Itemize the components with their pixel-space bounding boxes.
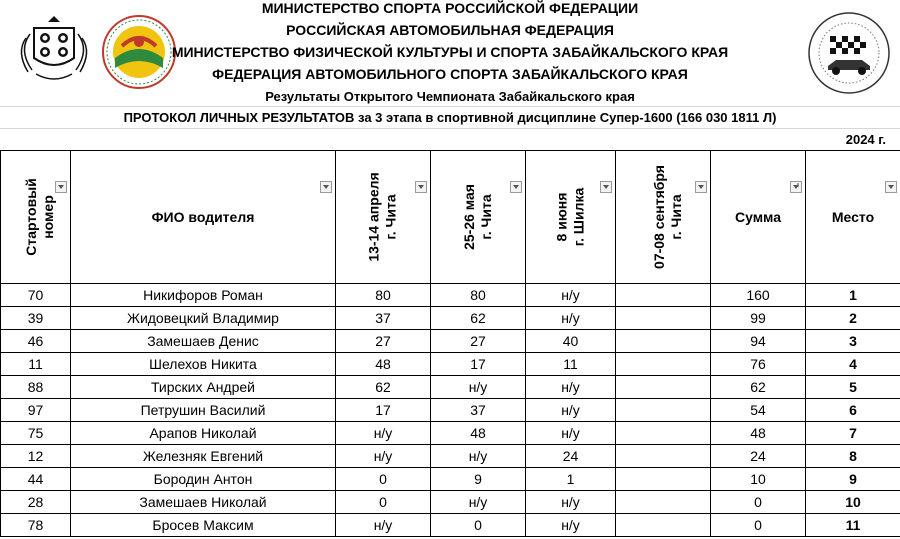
- cell-stage-4: [616, 491, 711, 514]
- cell-driver-name: Петрушин Василий: [71, 399, 336, 422]
- cell-place: 6: [806, 399, 900, 422]
- col-stage-2-date: 25-26 мая: [460, 184, 477, 250]
- divider: [0, 128, 900, 129]
- cell-stage-1: 0: [336, 468, 431, 491]
- cell-stage-2: н/у: [431, 445, 526, 468]
- table-row: [1, 491, 900, 514]
- cell-stage-4: [616, 399, 711, 422]
- cell-stage-4: [616, 284, 711, 307]
- sort-descending-icon[interactable]: [790, 181, 802, 193]
- cell-driver-name: Шелехов Никита: [71, 353, 336, 376]
- table-row: [1, 353, 900, 376]
- header-ministry-zabaikalsky: МИНИСТЕРСТВО ФИЗИЧЕСКОЙ КУЛЬТУРЫ И СПОРТА ЗАБАЙКАЛЬСКОГО КРАЯ: [171, 44, 729, 60]
- cell-stage-1: 80: [336, 284, 431, 307]
- filter-dropdown-icon[interactable]: [695, 181, 707, 193]
- cell-stage-2: 62: [431, 307, 526, 330]
- cell-sum: 24: [711, 445, 806, 468]
- cell-stage-4: [616, 445, 711, 468]
- cell-stage-2: 80: [431, 284, 526, 307]
- cell-stage-4: [616, 468, 711, 491]
- table-header-row: [1, 151, 900, 284]
- cell-sum: 10: [711, 468, 806, 491]
- cell-stage-3: н/у: [526, 491, 616, 514]
- col-driver-name-label: ФИО водителя: [151, 209, 255, 225]
- cell-stage-2: 9: [431, 468, 526, 491]
- cell-sum: 99: [711, 307, 806, 330]
- cell-stage-4: [616, 353, 711, 376]
- cell-sum: 76: [711, 353, 806, 376]
- cell-stage-2: н/у: [431, 376, 526, 399]
- cell-stage-3: н/у: [526, 284, 616, 307]
- cell-place: 11: [806, 514, 900, 537]
- cell-place: 1: [806, 284, 900, 307]
- cell-stage-3: 1: [526, 468, 616, 491]
- col-stage-4-city: г. Чита: [667, 194, 684, 240]
- cell-stage-1: н/у: [336, 514, 431, 537]
- results-title: Результаты Открытого Чемпионата Забайкальского края: [265, 89, 635, 104]
- cell-start-number: 78: [1, 514, 71, 537]
- cell-stage-1: 37: [336, 307, 431, 330]
- col-stage-3-city: г. Шилка: [570, 187, 587, 247]
- header-raf: РОССИЙСКАЯ АВТОМОБИЛЬНАЯ ФЕДЕРАЦИЯ: [286, 22, 614, 38]
- cell-start-number: 44: [1, 468, 71, 491]
- cell-driver-name: Замешаев Николай: [71, 491, 336, 514]
- cell-stage-1: 17: [336, 399, 431, 422]
- cell-sum: 54: [711, 399, 806, 422]
- header-federation-zabaikalsky: ФЕДЕРАЦИЯ АВТОМОБИЛЬНОГО СПОРТА ЗАБАЙКАЛЬСКОГО КРАЯ: [212, 66, 688, 82]
- cell-stage-1: 48: [336, 353, 431, 376]
- cell-stage-4: [616, 514, 711, 537]
- table-row: [1, 376, 900, 399]
- col-stage-2-city: г. Чита: [477, 194, 494, 240]
- cell-stage-2: 0: [431, 514, 526, 537]
- cell-stage-3: 40: [526, 330, 616, 353]
- cell-sum: 94: [711, 330, 806, 353]
- cell-stage-2: 27: [431, 330, 526, 353]
- cell-start-number: 70: [1, 284, 71, 307]
- cell-start-number: 39: [1, 307, 71, 330]
- cell-stage-2: 17: [431, 353, 526, 376]
- cell-stage-4: [616, 376, 711, 399]
- cell-sum: 62: [711, 376, 806, 399]
- table-row: [1, 514, 900, 537]
- cell-stage-1: н/у: [336, 445, 431, 468]
- cell-start-number: 75: [1, 422, 71, 445]
- col-stage-2: [431, 151, 526, 284]
- cell-place: 2: [806, 307, 900, 330]
- col-stage-3-date: 8 июня: [553, 192, 570, 242]
- cell-place: 3: [806, 330, 900, 353]
- cell-stage-1: н/у: [336, 422, 431, 445]
- results-table: [0, 150, 900, 537]
- cell-stage-4: [616, 422, 711, 445]
- cell-stage-3: 11: [526, 353, 616, 376]
- protocol-title: ПРОТОКОЛ ЛИЧНЫХ РЕЗУЛЬТАТОВ за 3 этапа в спортивной дисциплине Супер-1600 (166 030 1811 Л): [123, 110, 777, 125]
- col-start-number-label: Стартовый: [22, 178, 39, 256]
- filter-dropdown-icon[interactable]: [600, 181, 612, 193]
- table-row: [1, 468, 900, 491]
- col-stage-4-date: 07-08 сентября: [650, 165, 667, 269]
- cell-start-number: 12: [1, 445, 71, 468]
- year-label: 2024 г.: [845, 132, 886, 147]
- cell-place: 10: [806, 491, 900, 514]
- filter-dropdown-icon[interactable]: [320, 181, 332, 193]
- col-place: [806, 151, 900, 284]
- table-row: [1, 330, 900, 353]
- filter-dropdown-icon[interactable]: [55, 181, 67, 193]
- cell-driver-name: Никифоров Роман: [71, 284, 336, 307]
- filter-dropdown-icon[interactable]: [415, 181, 427, 193]
- cell-stage-4: [616, 307, 711, 330]
- cell-place: 8: [806, 445, 900, 468]
- table-row: [1, 307, 900, 330]
- cell-place: 5: [806, 376, 900, 399]
- cell-start-number: 28: [1, 491, 71, 514]
- table-row: [1, 445, 900, 468]
- cell-start-number: 46: [1, 330, 71, 353]
- cell-stage-4: [616, 330, 711, 353]
- table-row: [1, 284, 900, 307]
- cell-stage-3: н/у: [526, 307, 616, 330]
- cell-driver-name: Бородин Антон: [71, 468, 336, 491]
- cell-place: 9: [806, 468, 900, 491]
- col-stage-1-date: 13-14 апреля: [366, 172, 382, 262]
- table-row: [1, 399, 900, 422]
- divider: [0, 106, 900, 107]
- cell-stage-3: 24: [526, 445, 616, 468]
- cell-stage-1: 27: [336, 330, 431, 353]
- cell-start-number: 97: [1, 399, 71, 422]
- header-ministry-sport-rf: МИНИСТЕРСТВО СПОРТА РОССИЙСКОЙ ФЕДЕРАЦИИ: [261, 0, 639, 16]
- cell-sum: 48: [711, 422, 806, 445]
- col-sum: [711, 151, 806, 284]
- col-stage-1-city: г. Чита: [383, 194, 399, 240]
- col-stage-3: [526, 151, 616, 284]
- cell-stage-3: н/у: [526, 514, 616, 537]
- cell-sum: 0: [711, 514, 806, 537]
- col-stage-4: [616, 151, 711, 284]
- cell-sum: 160: [711, 284, 806, 307]
- col-start-number-label: номер: [39, 195, 56, 239]
- cell-stage-1: 0: [336, 491, 431, 514]
- cell-driver-name: Жидовецкий Владимир: [71, 307, 336, 330]
- col-driver-name: [71, 151, 336, 284]
- col-place-label: Место: [831, 209, 875, 225]
- cell-stage-1: 62: [336, 376, 431, 399]
- cell-place: 4: [806, 353, 900, 376]
- cell-driver-name: Арапов Николай: [71, 422, 336, 445]
- cell-sum: 0: [711, 491, 806, 514]
- cell-stage-2: 37: [431, 399, 526, 422]
- table-row: [1, 422, 900, 445]
- filter-dropdown-icon[interactable]: [510, 181, 522, 193]
- cell-stage-3: н/у: [526, 376, 616, 399]
- cell-stage-2: н/у: [431, 491, 526, 514]
- cell-stage-3: н/у: [526, 399, 616, 422]
- cell-driver-name: Бросев Максим: [71, 514, 336, 537]
- col-start-number: [1, 151, 71, 284]
- cell-place: 7: [806, 422, 900, 445]
- col-sum-label: Сумма: [734, 209, 782, 225]
- cell-driver-name: Тирских Андрей: [71, 376, 336, 399]
- cell-start-number: 88: [1, 376, 71, 399]
- col-stage-1: [336, 151, 431, 284]
- cell-stage-2: 48: [431, 422, 526, 445]
- cell-stage-3: н/у: [526, 422, 616, 445]
- cell-driver-name: Замешаев Денис: [71, 330, 336, 353]
- cell-driver-name: Железняк Евгений: [71, 445, 336, 468]
- cell-start-number: 11: [1, 353, 71, 376]
- filter-dropdown-icon[interactable]: [885, 181, 897, 193]
